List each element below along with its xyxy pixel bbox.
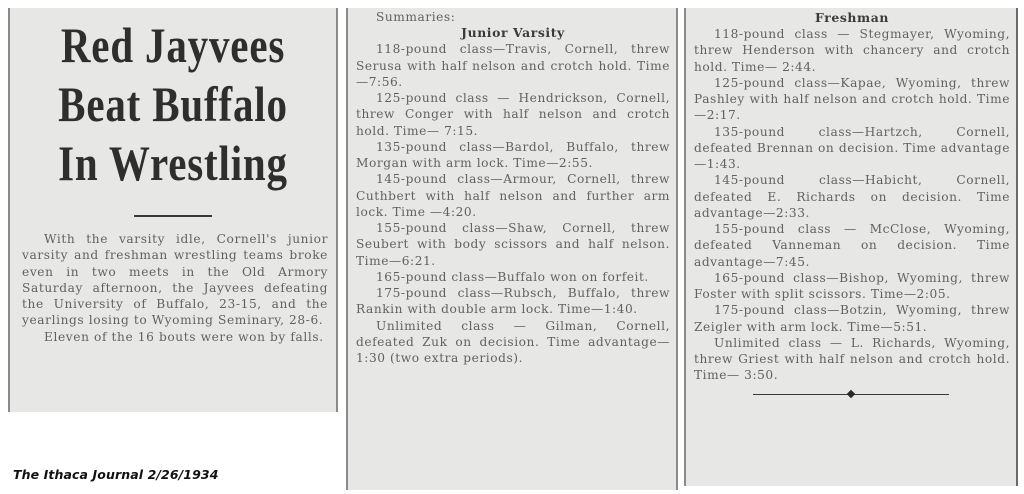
bout-result: 165-pound class—Buffalo won on forfeit. — [376, 269, 649, 284]
junior-varsity-summaries — [348, 9, 676, 366]
article-clipping — [8, 8, 338, 412]
bout-result: 135-pound class—Bardol, Buffalo, threw Morgan with arm lock. Time—2:55. — [356, 139, 670, 170]
bout-result: 145-pound class—Habicht, Cornell, defeated E. Richards on decision. Time advantage—2:33. — [694, 173, 1010, 220]
section-heading-junior-varsity: Junior Varsity — [461, 25, 565, 41]
article-body — [10, 231, 336, 345]
bout-result: 135-pound class—Hartzch, Cornell, defeated Brennan on decision. Time advantage—1:43. — [694, 124, 1010, 171]
bout-result: 175-pound class—Botzin, Wyoming, threw Zeigler with arm lock. Time—5:51. — [694, 303, 1010, 334]
source-caption: The Ithaca Journal 2/26/1934 — [13, 467, 219, 482]
headline-line: In Wrestling — [58, 135, 288, 191]
paragraph: Eleven of the 16 bouts were won by falls. — [44, 329, 324, 344]
headline-line: Red Jayvees — [60, 17, 286, 73]
summaries-label: Summaries: — [376, 10, 456, 24]
freshman-summaries — [686, 8, 1016, 384]
bout-result: 175-pound class—Rubsch, Buffalo, threw Rankin with double arm lock. Time—1:40. — [356, 286, 670, 317]
bout-result: Unlimited class — L. Richards, Wyoming, threw Griest with half nelson and crotch hold. Time— 3:50. — [694, 335, 1010, 383]
bout-result: 125-pound class—Kapae, Wyoming, threw Pashley with half nelson and crotch hold. Time—2:17. — [694, 75, 1010, 123]
freshman-clipping — [684, 8, 1018, 486]
section-heading-freshman: Freshman — [815, 10, 889, 25]
bout-result: 125-pound class — Hendrickson, Cornell, threw Conger with half nelson and crotch hold. Time— 7:15. — [356, 91, 670, 138]
headline-line: Beat Buffalo — [58, 76, 288, 132]
bout-result: 155-pound class — McClose, Wyoming, defeated Vanneman on decision. Time advantage—7:45. — [694, 222, 1010, 269]
end-of-article-dash — [753, 394, 949, 395]
bout-result: Unlimited class — Gilman, Cornell, defeated Zuk on decision. Time advantage—1:30 (two extra periods). — [356, 318, 670, 365]
bout-result: 118-pound class—Travis, Cornell, threw Serusa with half nelson and crotch hold. Time—7:56. — [356, 42, 670, 89]
bout-result: 155-pound class—Shaw, Cornell, threw Seubert with body scissors and half nelson. Time—6:21. — [356, 221, 670, 268]
headline — [39, 16, 306, 193]
bout-result: 145-pound class—Armour, Cornell, threw Cuthbert with half nelson and further arm lock. Time —4:20. — [356, 172, 670, 219]
bout-result: 118-pound class — Stegmayer, Wyoming, threw Henderson with chancery and crotch hold. Time— 2:44. — [694, 27, 1010, 74]
paragraph: With the varsity idle, Cornell's junior varsity and freshman wrestling teams broke even in two meets in the Old Armory Saturday afternoon, the Jayvees defeating the University of Buffalo, 23-15, and the yearlings losing to Wyoming Seminary, 28-6. — [22, 232, 328, 328]
bout-result: 165-pound class—Bishop, Wyoming, threw Foster with split scissors. Time—2:05. — [694, 270, 1010, 301]
junior-varsity-clipping — [346, 8, 678, 490]
headline-divider — [134, 215, 212, 217]
